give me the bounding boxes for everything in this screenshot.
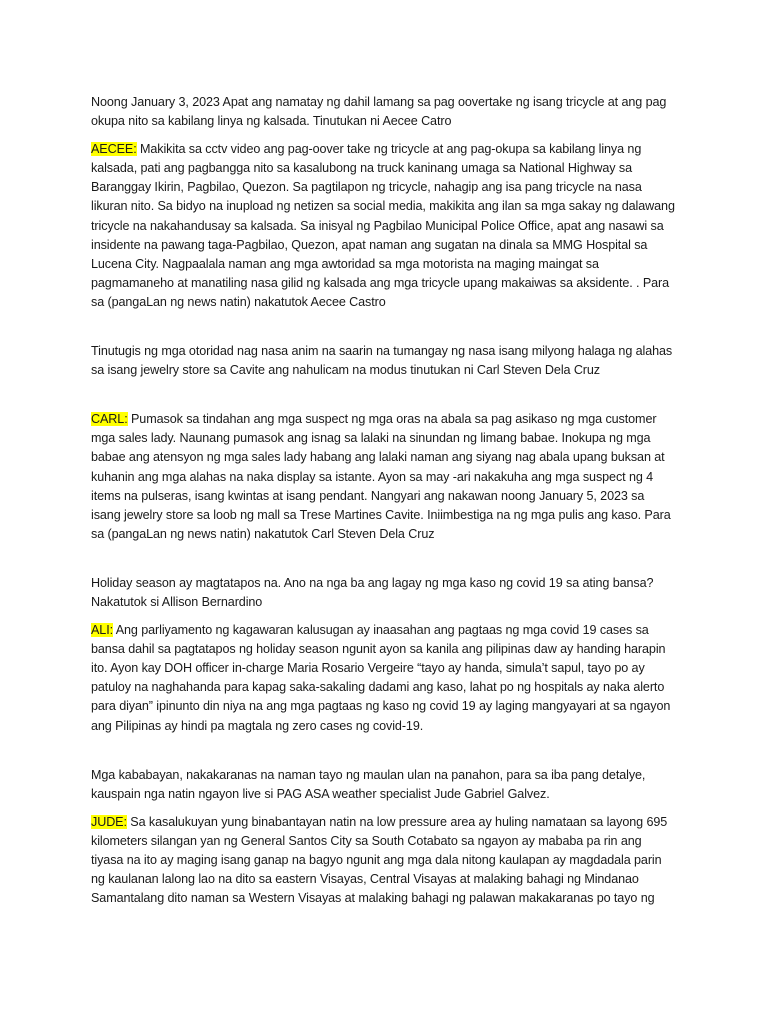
intro-text: Holiday season ay magtatapos na. Ano na nga ba ang lagay ng mga kaso ng covid 19 sa ating bansa? Nakatutok si Allison Bernardino (91, 575, 654, 609)
story-intro-tricycle (91, 93, 676, 131)
report-text: Pumasok sa tindahan ang mga suspect ng mga oras na abala sa pag asikaso ng mga customer mga sales lady. Naunang pumasok ang isnag sa lalaki na sinundan ng limang babae. Inokupa ng mga babae ang atensyon ng mga sales lady habang ang lalaki naman ang siyang nag abala upang buksan at kuhanin ang mga alahas na naka display sa istante. Ayon sa may -ari nakakuha ang mga suspect ng 4 items na pulseras, isang kwintas at isang pendant. Nangyari ang nakawan noong January 5, 2023 sa isang jewelry store sa loob ng mall sa Trese Martines Cavite. Iniimbestiga na ng mga pulis ang kaso. Para sa (pangaLan ng news natin) nakatutok Carl Steven Dela Cruz (91, 412, 671, 541)
speaker-highlight: CARL: (91, 412, 128, 427)
spacer (91, 312, 676, 342)
spacer (91, 736, 676, 766)
story-intro-weather (91, 766, 676, 804)
report-text: Sa kasalukuyan yung binabantayan natin na low pressure area ay huling namataan sa layong 695 kilometers silangan yan ng General Santos City sa South Cotabato sa ngayon ay mababa pa rin ang tiyasa na ito ay maging isang ganap na bagyo ngunit ang mga dala nitong kaulapan ay magdadala parin ng kaulanan lalong lao na dito sa eastern Visayas, Central Visayas at malaking bahagi ng Mindanao Samantalang dito naman sa Western Visayas at malaking bahagi ng palawan makakaranas po tayo ng (91, 814, 668, 906)
report-jude (91, 813, 676, 908)
story-intro-covid (91, 574, 676, 612)
spacer (91, 544, 676, 574)
story-intro-jewelry (91, 342, 676, 380)
speaker-highlight: JUDE: (91, 814, 127, 829)
spacer (91, 804, 676, 813)
spacer (91, 380, 676, 410)
report-aecee (91, 140, 676, 312)
report-text: Ang parliyamento ng kagawaran kalusugan ay inaasahan ang pagtaas ng mga covid 19 cases sa bansa dahil sa pagtatapos ng holiday season ngunit ayon sa kanila ang pilipinas daw ay handing harapin ito. Ayon kay DOH officer in-charge Maria Rosario Vergeire “tayo ay handa, simula’t sapul, tayo po ay patuloy na naghahanda para kapag saka-sakaling dadami ang kaso, lahat po ng hospitals ay naka alerto para diyan” ipinunto din niya na ang mga pagtaas ng kaso ng covid 19 ay laging mangyayari at sa ngayon ang Pilipinas ay hindi pa magtala ng zero cases ng covid-19. (91, 623, 671, 733)
report-ali (91, 621, 676, 736)
intro-text: Tinutugis ng mga otoridad nag nasa anim na saarin na tumangay ng nasa isang milyong halaga ng alahas sa isang jewelry store sa Cavite ang nahulicam na modus tinutukan ni Carl Steven Dela Cruz (91, 344, 673, 378)
speaker-highlight: ALI: (91, 623, 114, 638)
document-page (91, 93, 676, 908)
speaker-highlight: AECEE: (91, 142, 137, 157)
intro-text: Noong January 3, 2023 Apat ang namatay ng dahil lamang sa pag oovertake ng isang tricycle at ang pag okupa nito sa kabilang linya ng kalsada. Tinutukan ni Aecee Catro (91, 95, 667, 129)
intro-text: Mga kababayan, nakakaranas na naman tayo ng maulan ulan na panahon, para sa iba pang detalye, kauspain nga natin ngayon live si PAG ASA weather specialist Jude Gabriel Galvez. (91, 767, 646, 801)
spacer (91, 612, 676, 621)
report-text: Makikita sa cctv video ang pag-oover take ng tricycle at ang pag-okupa sa kabilang linya ng kalsada, pati ang pagbangga nito sa kasalubong na truck kaninang umaga sa National Highway sa Baranggay Ikirin, Pagbilao, Quezon. Sa pagtilapon ng tricycle, nahagip ang isa pang tricycle na nasa likuran nito. Sa bidyo na inupload ng netizen sa social media, makikita ang ilan sa mga sakay ng dalawang tricycle na nakahandusay sa kalsada. Sa inisyal ng Pagbilao Municipal Police Office, apat ang nasawi sa insidente na pawang taga-Pagbilao, Quezon, apat naman ang sugatan na dinala sa MMG Hospital sa Lucena City. Nagpaalala naman ang mga awtoridad sa mga motorista na maging maingat sa pagmamaneho at manatiling nasa gilid ng kalsada ang mga tricycle upang makaiwas sa aksidente. . Para sa (pangaLan ng news natin) nakatutok Aecee Castro (91, 142, 675, 309)
report-carl (91, 410, 676, 544)
spacer (91, 131, 676, 140)
